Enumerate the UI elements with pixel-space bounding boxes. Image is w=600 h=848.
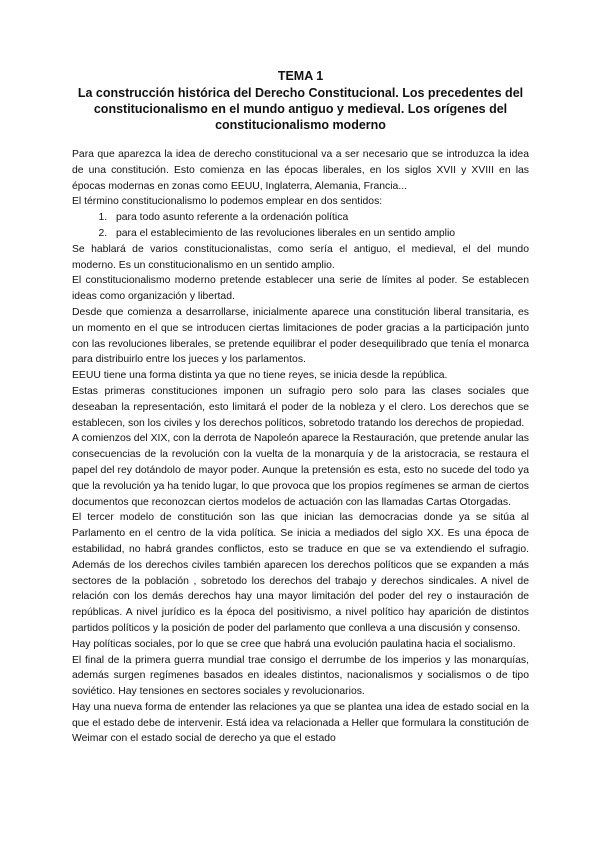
paragraph-8: A comienzos del XIX, con la derrota de Napoleón aparece la Restauración, que pretende anular las consecuencias de la revolución con la vuelta de la monarquía y de la aristocracia, se restaura el papel del rey dotándolo de mayor poder. Aunque la pretensión es esta, esto no sucede del todo ya que la revolución ya ha tenido lugar, lo que provoca que los propios regímenes se arman de ciertos documentos que reconozcan ciertos modelos de actuación con las llamadas Cartas Otorgadas. xyxy=(72,433,529,508)
paragraph-9: El tercer modelo de constitución son las que inician las democracias donde ya se sitúa al Parlamento en el centro de la vida política. Se inicia a mediados del siglo XX. Es una época de estabilidad, no habrá grandes conflictos, esto se traduce en que se va extendiendo el sufragio. Además de los derechos civiles también aparecen los derechos políticos que se expanden a más sectores de la población , sobretodo los derechos del trabajo y derechos sindicales. A nivel de relación con los demás derechos hay una mayor limitación del poder del rey o instauración de repúblicas. A nivel jurídico es la época del positivismo, a nivel político hay aparición de distintos partidos políticos y la posición de poder del parlamento que conlleva a una discusión y consenso. xyxy=(72,512,529,634)
paragraph-11: El final de la primera guerra mundial trae consigo el derrumbe de los imperios y las monarquías, además surgen regímenes basados en ideales distintos, nacionalismos y socialismos o de tipo soviético. Hay tensiones en sectores sociales y revolucionarios. xyxy=(72,654,529,698)
paragraph-5: Desde que comienza a desarrollarse, inicialmente aparece una constitución liberal transitaria, es un momento en el que se introducen ciertas limitaciones de poder gracias a la participación junto con las revoluciones liberales, se pretende equilibrar el poder desequilibrado que tenía el monarca para distribuirlo entre los jueces y los parlamentos. xyxy=(72,306,529,366)
paragraph-12: Hay una nueva forma de entender las relaciones ya que se plantea una idea de estado social en la que el estado debe de intervenir. Está idea va relacionada a Heller que formulara la constitución de Weimar con el estado social de derecho ya que el estado xyxy=(72,701,529,745)
paragraph-6: EEUU tiene una forma distinta ya que no tiene reyes, se inicia desde la república. xyxy=(72,370,448,382)
numbered-list xyxy=(72,210,529,242)
paragraph-4: El constitucionalismo moderno pretende establecer una serie de límites al poder. Se establecen ideas como organización y libertad. xyxy=(72,275,529,303)
section-heading: TEMA 1 xyxy=(277,69,324,83)
list-item: 1. para todo asunto referente a la ordenación política xyxy=(110,210,529,226)
list-item: 2. para el establecimiento de las revoluciones liberales en un sentido amplio xyxy=(110,226,529,242)
paragraph-10: Hay políticas sociales, por lo que se cree que habrá una evolución paulatina hacia el socialismo. xyxy=(72,638,516,650)
document-title: La construcción histórica del Derecho Constitucional. Los precedentes del constitucionalismo en el mundo antiguo y medieval. Los orígenes del constitucionalismo moderno xyxy=(77,86,524,132)
paragraph-1: Para que aparezca la idea de derecho constitucional va a ser necesario que se introduzca la idea de una constitución. Esto comienza en las épocas liberales, en los siglos XVII y XVIII en las épocas modernas en zonas como EEUU, Inglaterra, Alemania, Francia... xyxy=(72,149,529,192)
paragraph-7: Estas primeras constituciones imponen un sufragio pero solo para las clases sociales que deseaban la representación, esto limitará el poder de la nobleza y el clero. Los derechos que se establecen, son los civiles y los derechos políticos, sobretodo tratando los derechos de propiedad. xyxy=(72,385,529,429)
paragraph-2: El término constitucionalismo lo podemos emplear en dos sentidos: xyxy=(72,196,383,208)
paragraph-3: Se hablará de varios constitucionalistas, como sería el antiguo, el medieval, el del mundo moderno. Es un constitucionalismo en un sentido amplio. xyxy=(72,243,529,271)
